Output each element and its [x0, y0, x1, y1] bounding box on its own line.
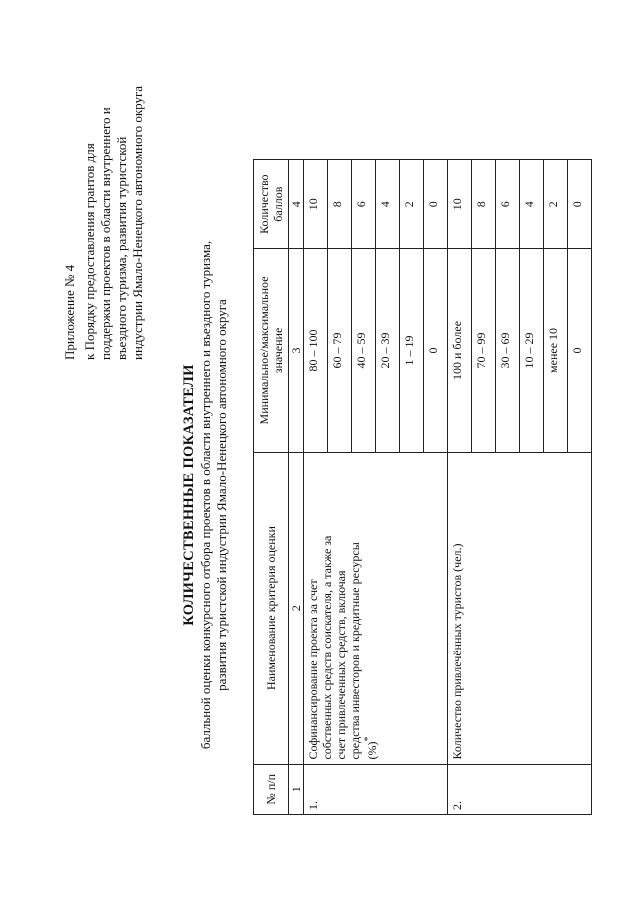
criterion-name-line: счет привлеченных средств, включая	[334, 570, 348, 760]
score-cell: 10	[448, 160, 472, 249]
value-cell: 30 – 69	[496, 249, 520, 452]
value-cell: 40 – 59	[352, 249, 376, 452]
appendix-number: Приложение № 4	[62, 264, 77, 360]
criteria-table	[253, 159, 592, 815]
appendix-line: к Порядку предоставления грантов для	[82, 143, 97, 360]
table-header-row	[254, 160, 289, 815]
header-min-max-value: Минимальное/максимальное значение	[254, 249, 289, 452]
criterion-name	[304, 452, 448, 764]
appendix-line: поддержки проектов в области внутреннего и	[98, 107, 113, 360]
header-score: Количество баллов	[254, 160, 289, 249]
column-number: 3	[289, 249, 304, 452]
score-cell: 8	[328, 160, 352, 249]
score-cell: 6	[496, 160, 520, 249]
criterion-name-line: Софинансирование проекта за счет	[306, 579, 320, 760]
appendix-line: индустрии Ямало-Ненецкого автономного округа	[130, 85, 145, 360]
criterion-name-unit: (%)	[365, 741, 379, 760]
score-cell: 4	[520, 160, 544, 249]
value-cell: 0	[568, 249, 592, 452]
appendix-block	[62, 20, 146, 360]
score-cell: 8	[472, 160, 496, 249]
document-title: КОЛИЧЕСТВЕННЫЕ ПОКАЗАТЕЛИ	[181, 364, 197, 626]
column-number-row	[289, 160, 304, 815]
score-cell: 6	[352, 160, 376, 249]
score-cell: 0	[568, 160, 592, 249]
value-cell: 0	[424, 249, 448, 452]
value-cell: 100 и более	[448, 249, 472, 452]
score-cell: 2	[544, 160, 568, 249]
criterion-name	[448, 452, 592, 764]
criterion-number: 1.	[304, 764, 448, 814]
score-cell: 10	[304, 160, 328, 249]
column-number: 2	[289, 452, 304, 764]
value-cell: 20 – 39	[376, 249, 400, 452]
value-cell: 70 – 99	[472, 249, 496, 452]
document-subtitle-line-2: развития туристской индустрии Ямало-Ненецкого автономного округа	[214, 299, 229, 691]
header-number: № п/п	[254, 764, 289, 814]
criterion-name-line: средства инвесторов и кредитные ресурсы	[348, 542, 362, 760]
value-cell: 1 – 19	[400, 249, 424, 452]
footnote-mark: *	[363, 736, 374, 742]
column-number: 1	[289, 764, 304, 814]
value-cell: менее 10	[544, 249, 568, 452]
value-cell: 60 – 79	[328, 249, 352, 452]
document-subtitle-line-1: балльной оценки конкурсного отбора проектов в области внутреннего и въездного туризма,	[198, 240, 213, 750]
criterion-name-line: Количество привлечённых туристов (чел.)	[450, 543, 464, 760]
appendix-line: въездного туризма, развития туристской	[114, 136, 129, 360]
header-criterion-name: Наименование критерия оценки	[254, 452, 289, 764]
value-cell: 80 – 100	[304, 249, 328, 452]
table-row	[304, 160, 328, 815]
score-cell: 4	[376, 160, 400, 249]
criterion-name-line: собственных средств соискателя, а также за	[320, 535, 334, 760]
table-row	[448, 160, 472, 815]
column-number: 4	[289, 160, 304, 249]
document-heading	[180, 145, 230, 845]
criterion-number: 2.	[448, 764, 592, 814]
value-cell: 10 – 29	[520, 249, 544, 452]
score-cell: 0	[424, 160, 448, 249]
score-cell: 2	[400, 160, 424, 249]
criterion-name-line	[362, 457, 379, 760]
